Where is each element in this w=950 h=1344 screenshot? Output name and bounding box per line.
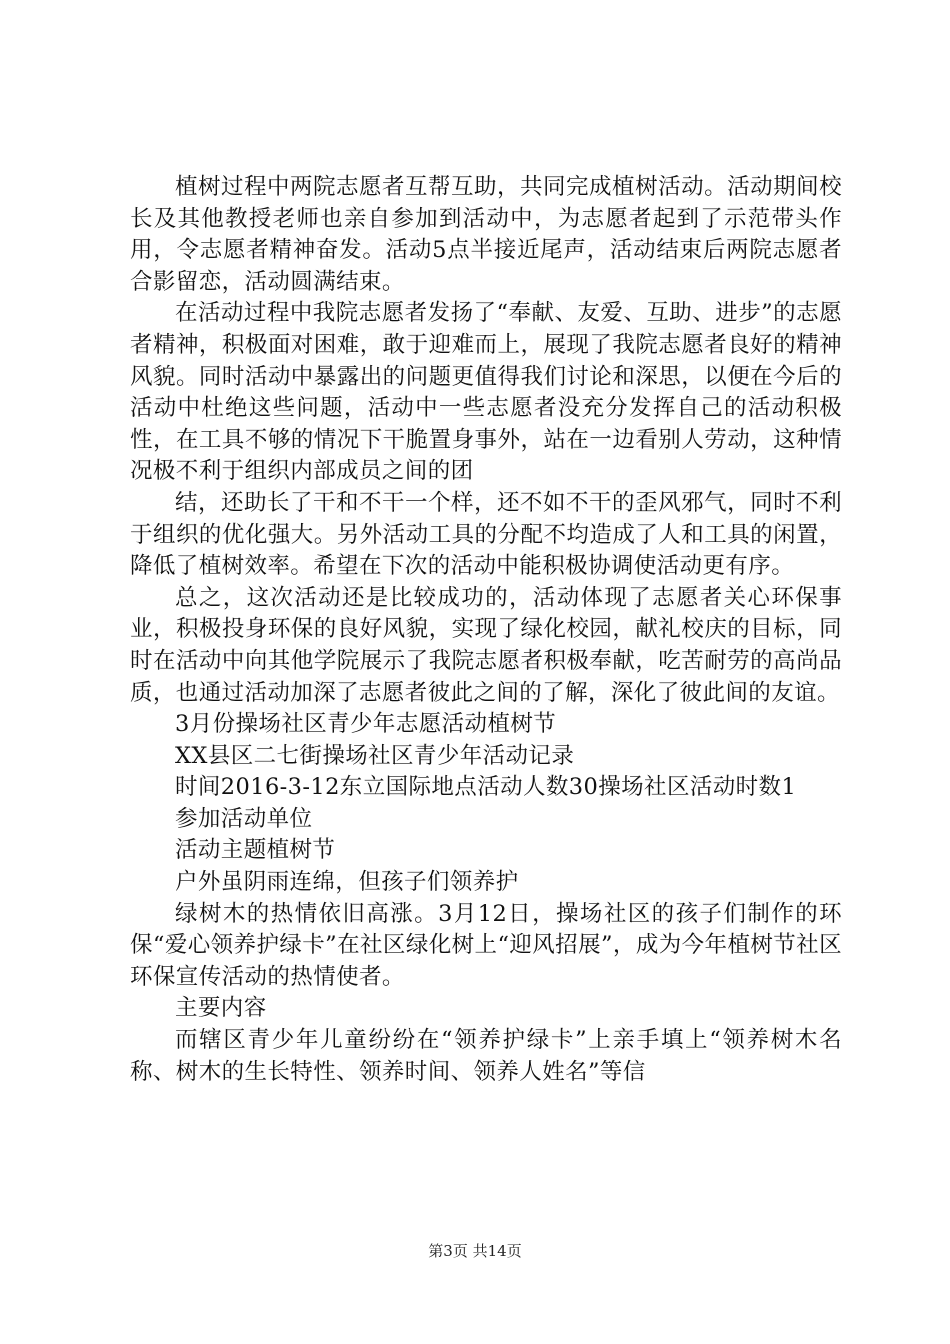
paragraph: 植树过程中两院志愿者互帮互助，共同完成植树活动。活动期间校长及其他教授老师也亲自参加到活动中，为志愿者起到了示范带头作用，令志愿者精神奋发。活动5点半接近尾声，活动结束后两院志愿者合影留恋，活动圆满结束。 xyxy=(130,174,842,295)
paragraph: 户外虽阴雨连绵，但孩子们领养护 xyxy=(175,869,519,896)
section-title: 3月份操场社区青少年志愿活动植树节 xyxy=(175,711,557,738)
paragraph: 结，还助长了干和不干一个样，还不如不干的歪风邪气，同时不利于组织的优化强大。另外活动工具的分配不均造成了人和工具的闲置，降低了植树效率。希望在下次的活动中能积极协调使活动更有序。 xyxy=(130,489,842,580)
record-unit: 参加活动单位 xyxy=(175,805,313,832)
paragraph: 而辖区青少年儿童纷纷在“领养护绿卡”上亲手填上“领养树木名称、树木的生长特性、领养时间、领养人姓名”等信 xyxy=(130,1027,842,1085)
paragraph: 在活动过程中我院志愿者发扬了“奉献、友爱、互助、进步”的志愿者精神，积极面对困难，敢于迎难而上，展现了我院志愿者良好的精神风貌。同时活动中暴露出的问题更值得我们讨论和深思，以便在今后的活动中杜绝这些问题，活动中一些志愿者没充分发挥自己的活动积极性，在工具不够的情况下干脆置身事外，站在一边看别人劳动，这种情况极不利于组织内部成员之间的团 xyxy=(130,300,842,485)
paragraph: 总之，这次活动还是比较成功的，活动体现了志愿者关心环保事业，积极投身环保的良好风貌，实现了绿化校园，献礼校庆的目标，同时在活动中向其他学院展示了我院志愿者积极奉献，吃苦耐劳的高尚品质，也通过活动加深了志愿者彼此之间的了解，深化了彼此间的友谊。 xyxy=(130,584,842,706)
record-theme: 活动主题植树节 xyxy=(175,837,336,864)
document-body xyxy=(130,172,842,1088)
page-footer: 第3页 共14页 xyxy=(428,1242,522,1260)
record-title: XX县区二七街操场社区青少年活动记录 xyxy=(175,742,575,769)
record-content-heading: 主要内容 xyxy=(175,995,267,1022)
record-info: 时间2016-3-12东立国际地点活动人数30操场社区活动时数1 xyxy=(175,774,797,801)
paragraph: 绿树木的热情依旧高涨。3月12日，操场社区的孩子们制作的环保“爱心领养护绿卡”在社区绿化树上“迎风招展”，成为今年植树节社区环保宣传活动的热情使者。 xyxy=(130,900,842,990)
